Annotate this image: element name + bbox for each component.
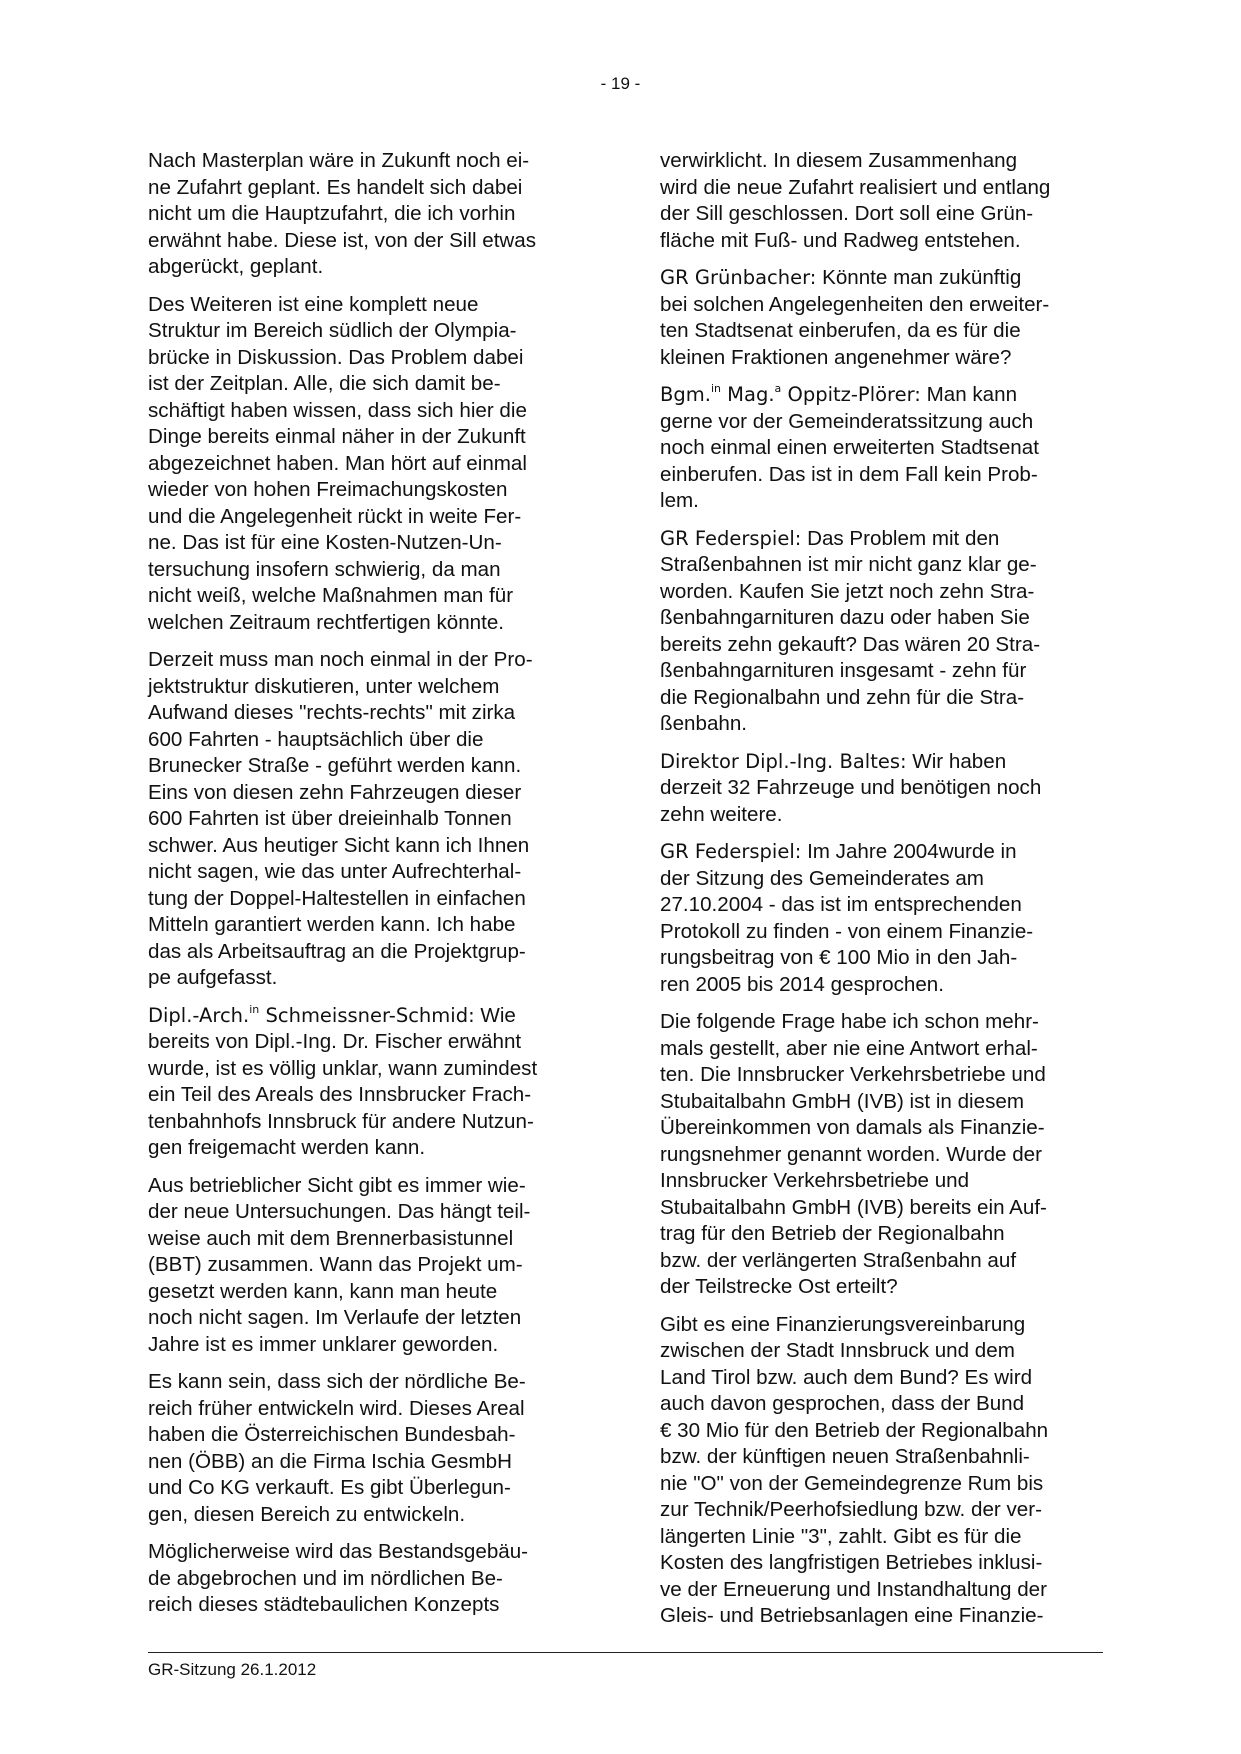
speech-text: Im Jahre 2004wurde in der Sitzung des Gemeinderates am 27.10.2004 - das ist im entsprechenden Protokoll zu finden - von einem Finanzie- rungsbeitrag von € 100 Mio in den Jah- ren 2005 bis 2014 gesprochen.	[660, 840, 1034, 996]
footer-divider	[148, 1652, 1103, 1653]
speech-paragraph	[660, 526, 1106, 738]
speaker-name: Direktor Dipl.-Ing. Baltes:	[660, 749, 907, 773]
paragraph: Es kann sein, dass sich der nördliche Be- reich früher entwickeln wird. Dieses Areal haben die Österreichischen Bundesbah- nen (ÖBB) an die Firma Ischia GesmbH und Co KG verkauft. Es gibt Überlegun- gen, diesen Bereich zu entwickeln.	[148, 1370, 526, 1526]
footer-text: GR-Sitzung 26.1.2012	[148, 1660, 317, 1679]
speaker-name: GR Grünbacher:	[660, 266, 817, 289]
paragraph: Die folgende Frage habe ich schon mehr- mals gestellt, aber nie eine Antwort erhal- ten. Die Innsbrucker Verkehrsbetriebe und Stubaitalbahn GmbH (IVB) ist in diesem Übereinkommen von damals als Finanzie- rungsnehmer genannt worden. Wurde der Innsbrucker Verkehrsbetriebe und Stubaitalbahn GmbH (IVB) bereits ein Auf- trag für den Betrieb der Regionalbahn bzw. der verlängerten Straßenbahn auf der Teilstrecke Ost erteilt?	[660, 1010, 1047, 1298]
speaker-name: GR Federspiel:	[660, 526, 802, 550]
speaker-name: GR Federspiel:	[660, 840, 802, 863]
right-column	[660, 148, 1106, 1641]
speech-text: Das Problem mit den Straßenbahnen ist mir nicht ganz klar ge- worden. Kaufen Sie jetzt noch zehn Stra- ßenbahngarnituren dazu oder haben Sie bereits zehn gekauft? Das wären 20 Stra- ßenbahngarnituren insgesamt - zehn für die Regionalbahn und zehn für die Stra- ßenbahn.	[660, 526, 1041, 735]
speech-paragraph	[660, 749, 1106, 829]
speech-text: Wie bereits von Dipl.-Ing. Dr. Fischer erwähnt wurde, ist es völlig unklar, wann zumindest ein Teil des Areals des Innsbrucker Frach- tenbahnhofs Innsbruck für andere Nutzun- gen freigemacht werden kann.	[148, 1003, 538, 1159]
paragraph: Des Weiteren ist eine komplett neue Struktur im Bereich südlich der Olympia- brücke in Diskussion. Das Problem dabei ist der Zeitplan. Alle, die sich damit be- schäftigt haben wissen, dass sich hier die Dinge bereits einmal näher in der Zukunft abgezeichnet haben. Man hört auf einmal wieder von hohen Freimachungskosten und die Angelegenheit rückt in weite Fer- ne. Das ist für eine Kosten-Nutzen-Un- tersuchung insofern schwierig, da man nicht weiß, welche Maßnahmen man für welchen Zeitraum rechtfertigen könnte.	[148, 292, 527, 634]
speaker-name: Dipl.-Arch.$^{in}$ Schmeissner-Schmid:	[148, 1002, 475, 1027]
left-column	[148, 148, 594, 1630]
speech-text: Man kann gerne vor der Gemeinderatssitzung auch noch einmal einen erweiterten Stadtsenat einberufen. Das ist in dem Fall kein Prob- lem.	[660, 383, 1039, 512]
paragraph: Nach Masterplan wäre in Zukunft noch ei- ne Zufahrt geplant. Es handelt sich dabei nicht um die Hauptzufahrt, die ich vorhin erwähnt habe. Diese ist, von der Sill etwas abgerückt, geplant.	[148, 149, 537, 278]
speech-paragraph	[148, 1003, 594, 1162]
speaker-name: Bgm.$^{in}$ Mag.$^a$ Oppitz-Plörer:	[660, 382, 921, 406]
speech-paragraph	[660, 839, 1106, 998]
speech-paragraph	[660, 382, 1106, 515]
paragraph: Möglicherweise wird das Bestandsgebäu- de abgebrochen und im nördlichen Be- reich dieses städtebaulichen Konzepts	[148, 1540, 529, 1616]
page-number: - 19 -	[600, 74, 641, 93]
speech-text: Könnte man zukünftig bei solchen Angelegenheiten den erweiter- ten Stadtsenat einberufen, da es für die kleinen Fraktionen angenehmer wäre?	[660, 266, 1050, 369]
speech-paragraph	[660, 265, 1106, 371]
paragraph: Gibt es eine Finanzierungsvereinbarung zwischen der Stadt Innsbruck und dem Land Tirol bzw. auch dem Bund? Es wird auch davon gesprochen, dass der Bund € 30 Mio für den Betrieb der Regionalbahn bzw. der künftigen neuen Straßenbahnli- nie "O" von der Gemeindegrenze Rum bis zur Technik/Peerhofsiedlung bzw. der ver- längerten Linie "3", zahlt. Gibt es für die Kosten des langfristigen Betriebes inklusi- ve der Erneuerung und Instandhaltung der Gleis- und Betriebsanlagen eine Finanzie-	[660, 1312, 1049, 1627]
speech-text: Wir haben derzeit 32 Fahrzeuge und benötigen noch zehn weitere.	[660, 749, 1042, 826]
paragraph: Derzeit muss man noch einmal in der Pro- jektstruktur diskutieren, unter welchem Aufwand dieses "rechts-rechts" mit zirka 600 Fahrten - hauptsächlich über die Brunecker Straße - geführt werden kann. Eins von diesen zehn Fahrzeugen dieser 600 Fahrten ist über dreieinhalb Tonnen schwer. Aus heutiger Sicht kann ich Ihnen nicht sagen, wie das unter Aufrechterhal- tung der Doppel-Haltestellen in einfachen Mitteln garantiert werden kann. Ich habe das als Arbeitsauftrag an die Projektgrup- pe aufgefasst.	[148, 648, 533, 989]
paragraph: verwirklicht. In diesem Zusammenhang wird die neue Zufahrt realisiert und entlang der Sill geschlossen. Dort soll eine Grün- fläche mit Fuß- und Radweg entstehen.	[660, 149, 1051, 252]
paragraph: Aus betrieblicher Sicht gibt es immer wie- der neue Untersuchungen. Das hängt teil- weise auch mit dem Brennerbasistunnel (BBT) zusammen. Wann das Projekt um- gesetzt werden kann, kann man heute noch nicht sagen. Im Verlaufe der letzten Jahre ist es immer unklarer geworden.	[148, 1173, 531, 1356]
